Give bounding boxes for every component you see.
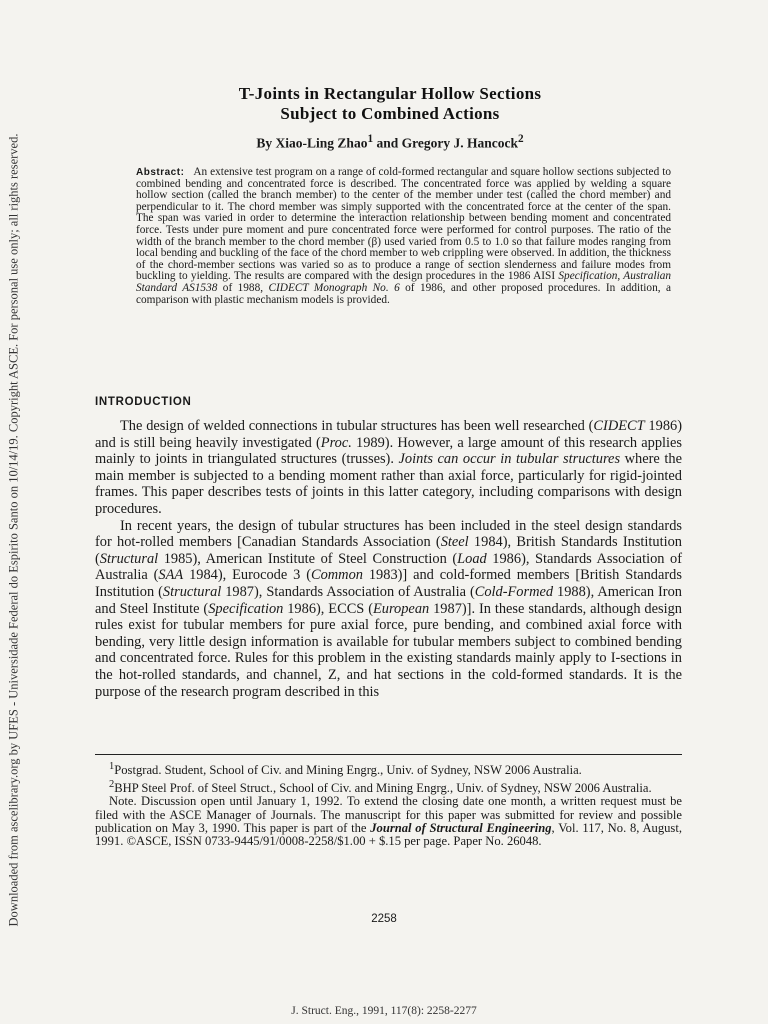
section-heading-introduction: INTRODUCTION [95,396,192,408]
footnotes [95,760,682,849]
p1-text-3: 1989). However, a large amount of this research applies mainly to joints in triangulated structures (trusses). [95,434,682,468]
p1-text-1: The design of welded connections in tubular structures has been well researched ( [120,418,594,434]
p2-italic-9: European [372,600,430,617]
p1-italic-3: Joints can occur in tubular structures [398,451,621,468]
abstract-text-1: An extensive test program on a range of cold-formed rectangular and square hollow sections subjected to combined bending and concentrated force is described. The concentrated force was applied by welding a square hollow section (called the branch member) to the center of the member under test (called the chord member) and perpendicular to it. The chord member was simply supported with the concentrated force at the center of the span. The span was varied in order to determine the interaction relationship between bending moment and concentrated force. Tests under pure moment and pure concentrated force were performed for control purposes. The ratio of the width of the branch member to the chord member (β) used varied from 0.5 to 1.0 so that failure modes ranging from local bending and buckling of the face of the chord member to web crippling were observed. In addition, the thickness of the chord-member sections was varied so as to produce a range of section slenderness and failure modes from buckling to yielding. The results are compared with the design procedures in the 1986 AISI [136,166,671,283]
p1-italic-1: CIDECT [593,418,645,434]
footnote-2 [95,778,682,796]
byline-and: and [373,135,402,151]
p2-text-7: 1987), Standards Association of Australia ( [221,583,475,600]
title-line-1: T-Joints in Rectangular Hollow Sections [238,84,542,103]
p2-text-4: 1986), Standards Association of Australia ( [95,550,682,584]
paragraph-1 [95,418,682,518]
p1-text-4: where the main member is subjected to a bending moment rather than axial force, particularly for rigid-jointed frames. This paper describes tests of joints in this latter category, including comparisons with design procedures. [95,451,682,517]
p1-italic-2: Proc. [320,434,352,451]
author-1-footnote-mark: 1 [367,133,374,145]
p2-text-1: In recent years, the design of tubular structures has been included in the steel design standards for hot-rolled members [Canadian Standards Association ( [95,517,682,551]
author-2: Gregory J. Hancock [401,135,518,151]
introduction-body [95,418,682,700]
download-watermark [4,133,24,927]
p2-text-10: 1987)]. In these standards, although design rules exist for tubular members for pure axial force, pure bending, and combined axial force with bending, very little design information is available for tubular members subject to combined bending and concentrated force. Rules for this problem in the existing standards mainly apply to I-sections in the hot-rolled standards, and channel, Z, and hat sections in the cold-formed standards. It is the purpose of the research program described in this [95,600,682,700]
download-watermark-text: Downloaded from ascelibrary.org by UFES - Universidade Federal do Espirito Santo on 10/14/19. Copyright ASCE. For personal use only; all rights reserved. [6,133,21,927]
abstract [136,167,671,306]
author-byline [110,133,670,152]
author-1: Xiao-Ling Zhao [275,135,368,151]
footnote-2-text: BHP Steel Prof. of Steel Struct., School of Civ. and Mining Engrg., Univ. of Sydney, NSW 2006 Australia. [114,780,652,795]
title-line-2: Subject to Combined Actions [280,104,500,123]
abstract-label: Abstract: [136,167,185,178]
journal-name: Journal of Structural Engineering [370,821,552,835]
footnote-2-mark: 2 [109,778,115,790]
footnote-divider [95,754,682,755]
abstract-italic-2: CIDECT Monograph No. 6 [268,281,400,294]
p2-italic-5: Common [311,567,363,584]
p2-italic-3: Load [457,550,487,567]
p2-italic-4: SAA [158,567,184,584]
footnote-1-text: Postgrad. Student, School of Civ. and Mining Engrg., Univ. of Sydney, NSW 2006 Australia. [114,763,582,778]
p2-italic-8: Specification [208,600,284,617]
note-text-1: Note. Discussion open until January 1, 1992. To extend the closing date one month, a written request must be filed with the ASCE Manager of Journals. The manuscript for this paper was submitted for review and possible publication on May 3, 1990. This paper is part of the [95,794,682,835]
p2-italic-6: Structural [162,583,222,600]
byline-prefix: By [256,135,276,151]
citation-footer: J. Struct. Eng., 1991, 117(8): 2258-2277 [291,1005,477,1017]
p1-text-2: 1986) and is still being heavily investigated ( [95,418,683,451]
author-2-footnote-mark: 2 [517,133,524,145]
paper-title [110,84,670,124]
abstract-italic-1: Specification, Australian Standard AS1538 [136,270,672,294]
p2-text-5: 1984), Eurocode 3 ( [183,567,311,584]
p2-text-9: 1986), ECCS ( [283,600,373,617]
p2-italic-1: Steel [440,534,469,551]
p2-text-8: 1988), American Iron and Steel Institute ( [95,583,682,617]
p2-italic-7: Cold-Formed [474,583,554,600]
abstract-text-2: of 1988, [217,281,269,294]
abstract-text-3: of 1986, and other proposed procedures. In addition, a comparison with plastic mechanism models is provided. [136,281,671,306]
paragraph-2 [95,518,682,701]
note-text-2: , Vol. 117, No. 8, August, 1991. ©ASCE, ISSN 0733-9445/91/0008-2258/$1.00 + $.15 per page. Paper No. 26048. [95,821,682,849]
discussion-note [95,795,682,849]
p2-italic-2: Structural [99,550,159,567]
p2-text-3: 1985), American Institute of Steel Construction ( [158,550,458,567]
p2-text-2: 1984), British Standards Institution ( [95,534,682,567]
page-number: 2258 [371,913,397,925]
p2-text-6: 1983)] and cold-formed members [British Standards Institution ( [95,567,682,600]
footnote-1-mark: 1 [109,761,115,772]
footnote-1 [95,760,682,778]
